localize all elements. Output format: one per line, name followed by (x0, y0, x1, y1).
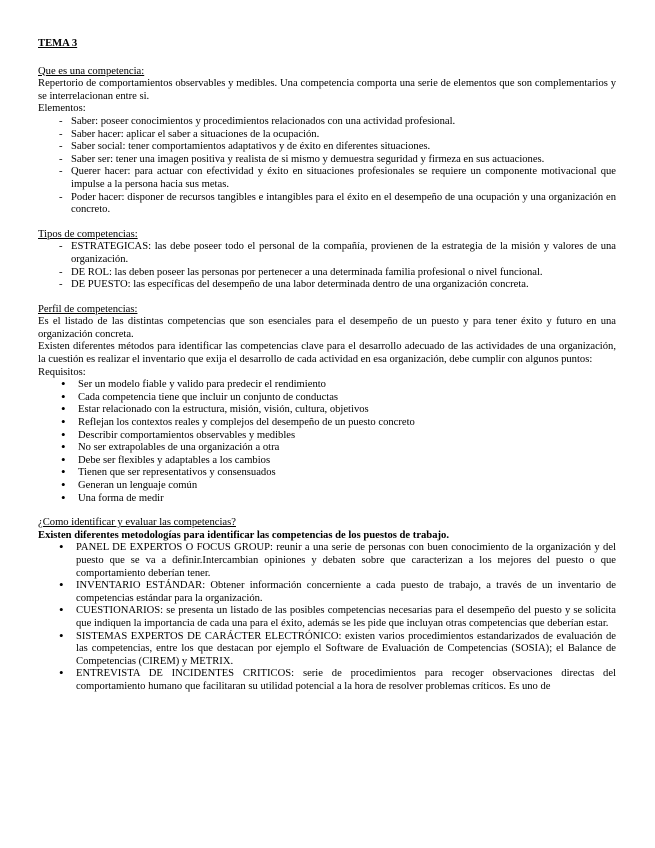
paragraph: Repertorio de comportamientos observables y medibles. Una competencia comporta una serie de elementos que son complementarios y se interrelacionan entre si. (38, 78, 616, 102)
section-perfil (38, 304, 616, 506)
paragraph: Existen diferentes métodos para identificar las competencias clave para el desarrollo adecuado de las actividades de una organización, la cuestión es realizar el inventario que exija el desarrollo de cada actividad en esa organización, debe cumplir con algunos puntos: (38, 341, 616, 366)
list-item: - Querer hacer: para actuar con efectividad y éxito en situaciones profesionales se requiere un componente motivacional que impulse a la persona hacia sus metas. (38, 166, 616, 191)
list-item: • Reflejan los contextos reales y complejos del desempeño de un puesto concreto (38, 417, 616, 430)
metodologias-list (38, 542, 616, 693)
list-item: - Saber social: tener comportamientos adaptativos y de éxito en diferentes situaciones. (38, 141, 616, 154)
section-heading: Tipos de competencias: (38, 228, 138, 240)
list-item: - Poder hacer: disponer de recursos tangibles e intangibles para el éxito en el desempeño de una ocupación y una organización en concreto. (38, 192, 616, 217)
elements-list (38, 116, 616, 217)
bold-statement: Existen diferentes metodologías para identificar las competencias de los puestos de trabajo. (38, 529, 449, 541)
section-identificar (38, 517, 616, 693)
list-item: • Describir comportamientos observables y medibles (38, 430, 616, 443)
section-que-es (38, 66, 616, 217)
list-item: • ENTREVISTA DE INCIDENTES CRITICOS: serie de procedimientos para recoger observaciones directas del comportamiento humano que facilitaran su utilidad potencial a la hora de resolver problemas críticos. Es uno de (38, 668, 616, 693)
list-item: • Generan un lenguaje común (38, 480, 616, 493)
list-item: - Saber hacer: aplicar el saber a situaciones de la ocupación. (38, 129, 616, 142)
list-item: • PANEL DE EXPERTOS O FOCUS GROUP: reunir a una serie de personas con buen conocimiento de la organización y del puesto que se va a definir.Intercambian opiniones y debaten sobre que caracterizan a los mejores del puesto o que comportamiento deberían tener. (38, 542, 616, 580)
elements-label: Elementos: (38, 103, 86, 115)
list-item: - ESTRATEGICAS: las debe poseer todo el personal de la compañía, provienen de la estrategia de la misión y valores de una organización. (38, 241, 616, 266)
section-heading: Perfil de competencias: (38, 303, 138, 315)
list-item: - DE ROL: las deben poseer las personas por pertenecer a una determinada familia profesional o nivel funcional. (38, 267, 616, 280)
list-item: • Una forma de medir (38, 493, 616, 506)
paragraph: Es el listado de las distintas competencias que son esenciales para el desempeño de un puesto y para tener éxito y futuro en una organización concreta. (38, 316, 616, 340)
section-tipos (38, 229, 616, 292)
list-item: • Estar relacionado con la estructura, misión, visión, cultura, objetivos (38, 404, 616, 417)
document-title: TEMA 3 (38, 38, 78, 49)
list-item: - DE PUESTO: las específicas del desempeño de una labor determinada dentro de una organización concreta. (38, 279, 616, 292)
list-item: • No ser extrapolables de una organización a otra (38, 442, 616, 455)
requisitos-label: Requisitos: (38, 366, 86, 378)
list-item: • Cada competencia tiene que incluir un conjunto de conductas (38, 392, 616, 405)
list-item: - Saber: poseer conocimientos y procedimientos relacionados con una actividad profesional. (38, 116, 616, 129)
list-item: - Saber ser: tener una imagen positiva y realista de si mismo y demuestra seguridad y firmeza en sus actuaciones. (38, 154, 616, 167)
list-item: • SISTEMAS EXPERTOS DE CARÁCTER ELECTRÓNICO: existen varios procedimientos estandarizados de evaluación de las competencias, entre los que destacan por ejemplo el Software de Evaluación de Competencias (SOSIA); el Balance de Competencias (CIREM) y METRIX. (38, 631, 616, 669)
list-item: • CUESTIONARIOS: se presenta un listado de las posibles competencias necesarias para el desempeño del puesto y se solicita que indiquen la importancia de cada una para el éxito, además se les pide que incluyan otras competencias que deberían estar. (38, 605, 616, 630)
requisitos-list (38, 379, 616, 505)
section-heading: ¿Como identificar y evaluar las competencias? (38, 517, 236, 529)
tipos-list (38, 241, 616, 291)
document-page (38, 38, 616, 694)
section-heading: Que es una competencia: (38, 65, 145, 77)
list-item: • INVENTARIO ESTÁNDAR: Obtener información concerniente a cada puesto de trabajo, a través de un inventario de competencias estándar para la organización. (38, 580, 616, 605)
list-item: • Debe ser flexibles y adaptables a los cambios (38, 455, 616, 468)
list-item: • Ser un modelo fiable y valido para predecir el rendimiento (38, 379, 616, 392)
list-item: • Tienen que ser representativos y consensuados (38, 467, 616, 480)
